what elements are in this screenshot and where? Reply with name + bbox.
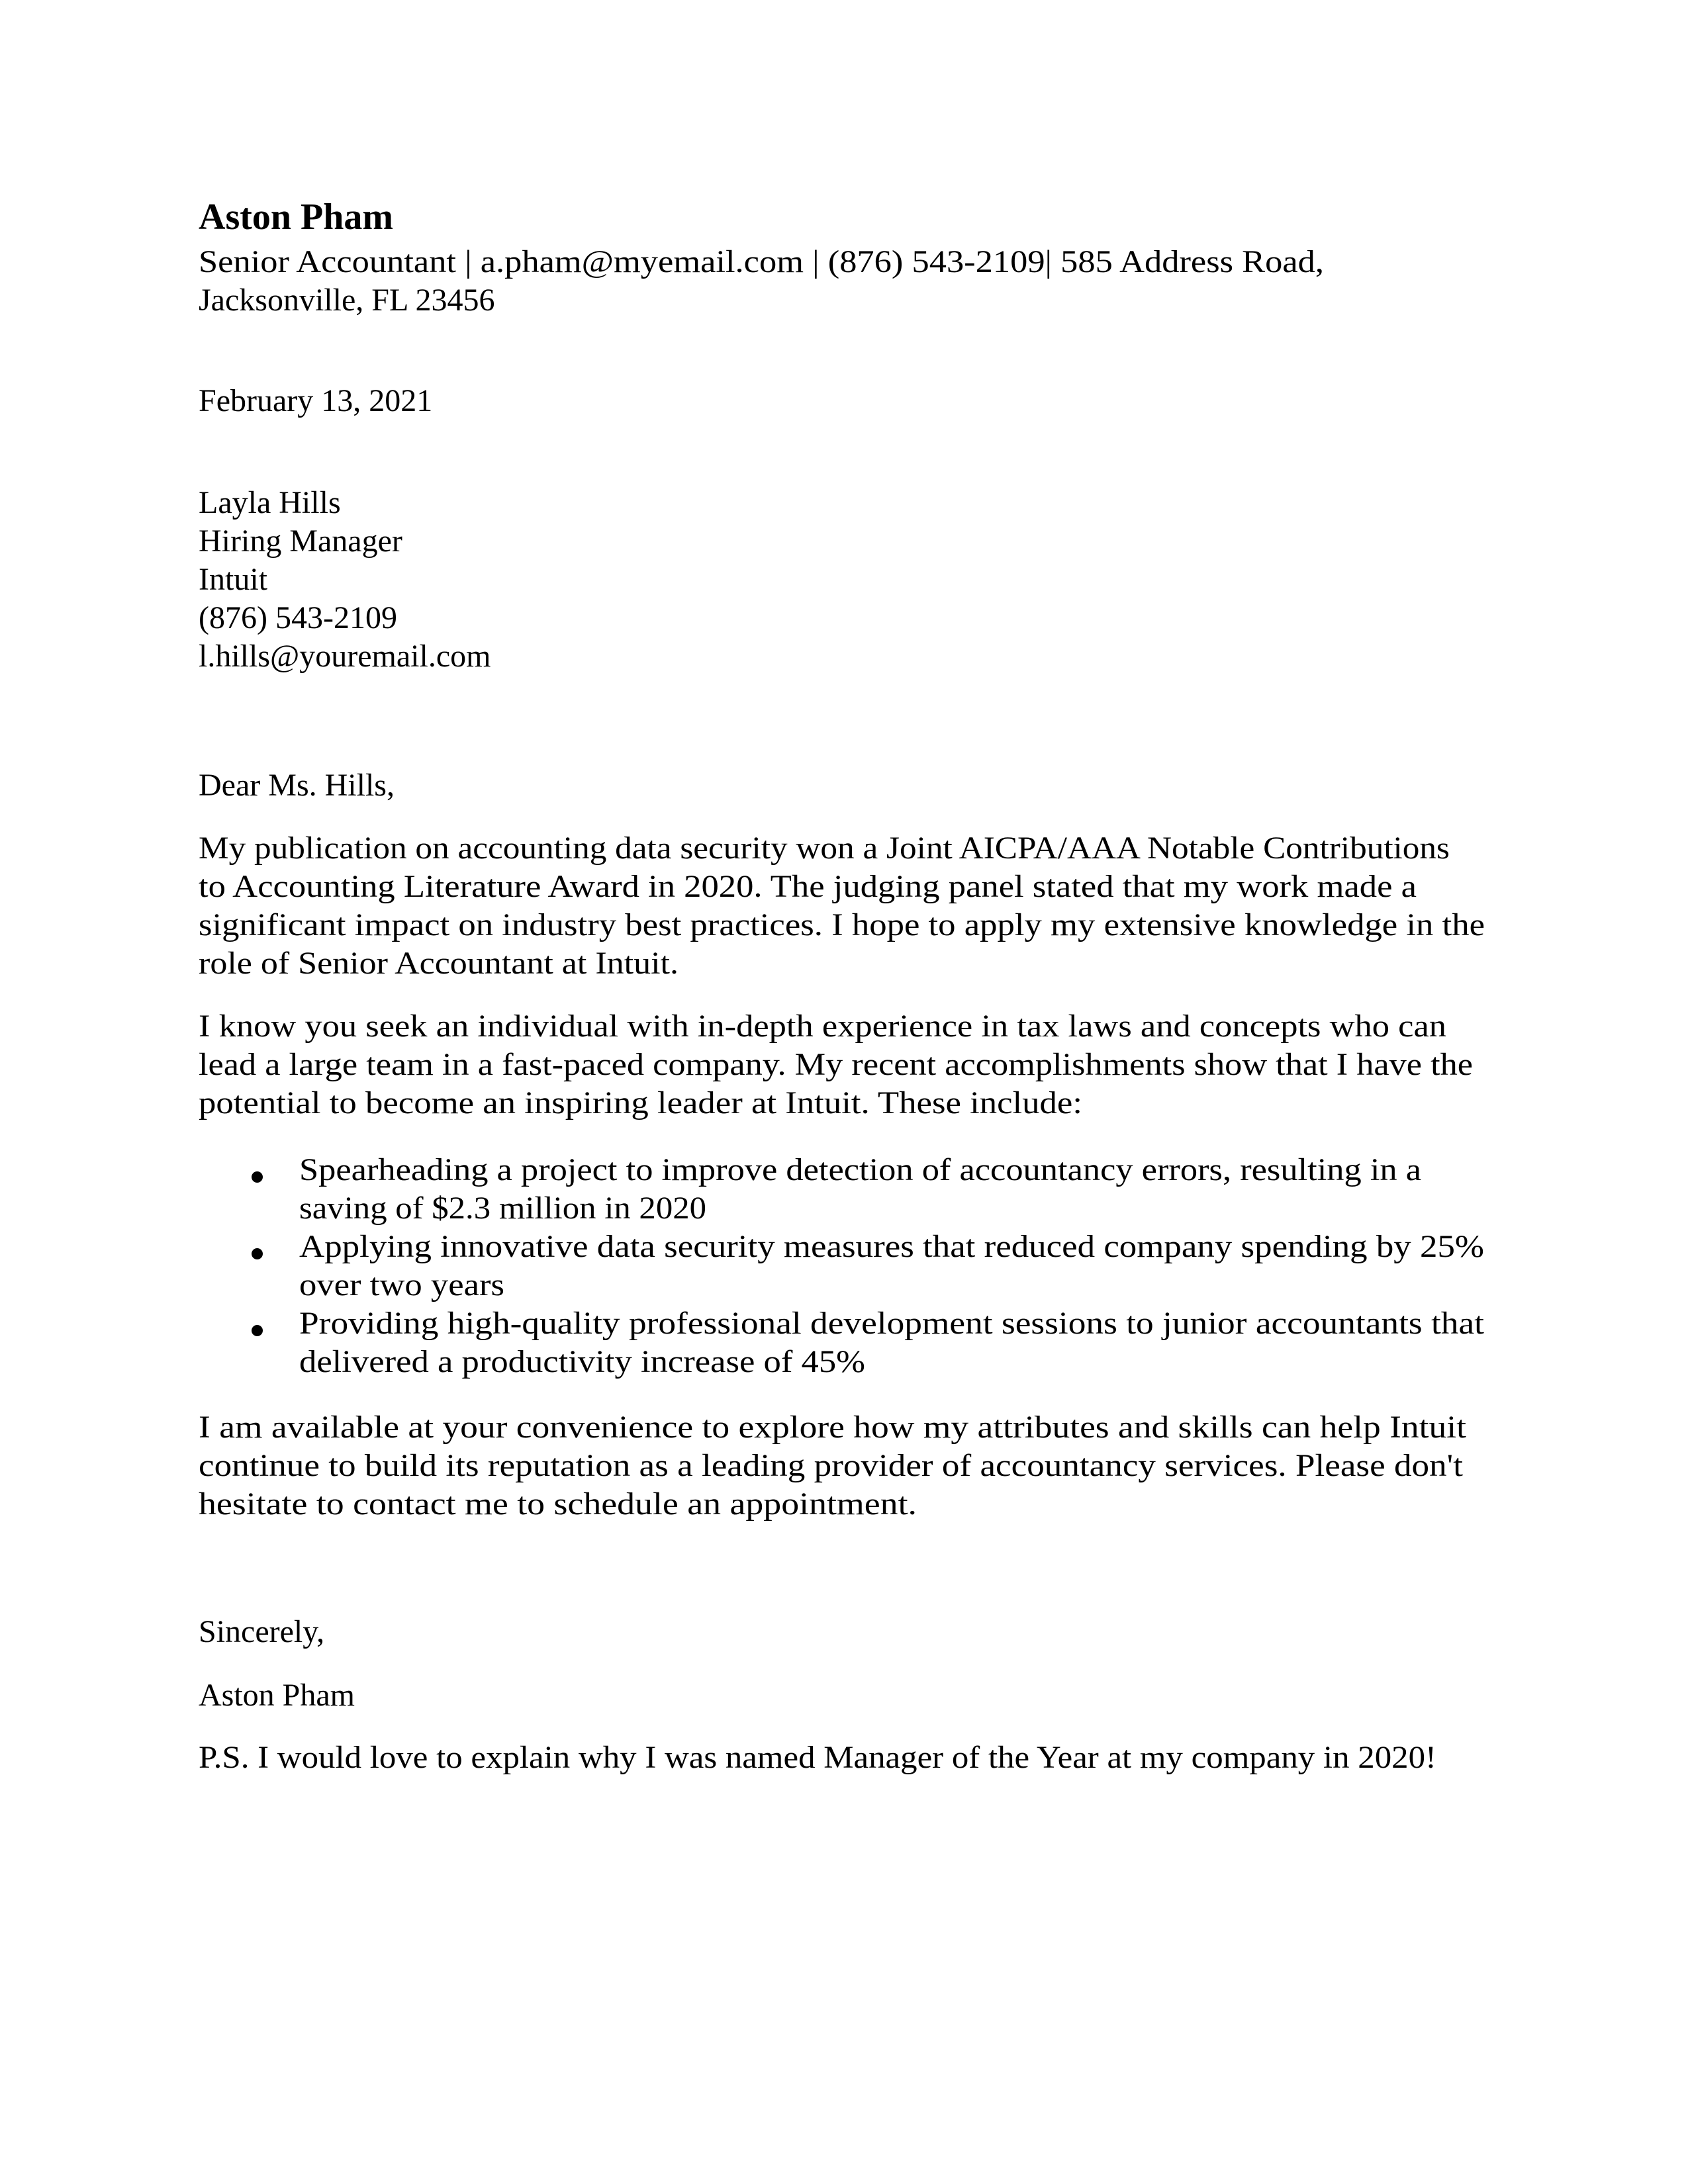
sender-contact-line-2: Jacksonville, FL 23456 <box>199 283 495 318</box>
paragraph-3-line: I am available at your convenience to explore how my attributes and skills can help Intuit <box>199 1410 1466 1445</box>
letter-date: February 13, 2021 <box>199 383 433 418</box>
paragraph-1-line: role of Senior Accountant at Intuit. <box>199 946 679 981</box>
paragraph-3-line: hesitate to contact me to schedule an appointment. <box>199 1486 917 1522</box>
postscript: P.S. I would love to explain why I was named Manager of the Year at my company in 2020! <box>199 1740 1436 1775</box>
sender-contact-line-1: Senior Accountant | a.pham@myemail.com | (876) 543-2109| 585 Address Road, <box>199 244 1324 279</box>
paragraph-3-line: continue to build its reputation as a leading provider of accountancy services. Please don't <box>199 1448 1463 1483</box>
sender-name: Aston Pham <box>199 197 394 238</box>
paragraph-1-line: to Accounting Literature Award in 2020. The judging panel stated that my work made a <box>199 869 1417 904</box>
paragraph-2-line: potential to become an inspiring leader at Intuit. These include: <box>199 1085 1082 1120</box>
bullet-item-2-line-1: Applying innovative data security measures that reduced company spending by 25% <box>299 1229 1484 1264</box>
bullet-item-1-line-2: saving of $2.3 million in 2020 <box>299 1191 706 1226</box>
bullet-icon <box>252 1171 263 1183</box>
recipient-phone: (876) 543-2109 <box>199 600 397 635</box>
bullet-icon <box>252 1248 263 1259</box>
salutation: Dear Ms. Hills, <box>199 768 395 803</box>
bullet-item-3-line-2: delivered a productivity increase of 45% <box>299 1344 865 1379</box>
bullet-item-1-line-1: Spearheading a project to improve detection of accountancy errors, resulting in a <box>299 1152 1421 1187</box>
bullet-item-3-line-1: Providing high-quality professional development sessions to junior accountants that <box>299 1306 1484 1341</box>
bullet-icon <box>252 1325 263 1336</box>
bullet-item-2-line-2: over two years <box>299 1267 504 1302</box>
signature: Aston Pham <box>199 1678 355 1713</box>
recipient-email: l.hills@youremail.com <box>199 639 491 674</box>
paragraph-1-line: significant impact on industry best practices. I hope to apply my extensive knowledge in the <box>199 907 1485 942</box>
recipient-company: Intuit <box>199 562 267 597</box>
paragraph-2-line: I know you seek an individual with in-depth experience in tax laws and concepts who can <box>199 1009 1446 1044</box>
recipient-name: Layla Hills <box>199 485 341 520</box>
closing: Sincerely, <box>199 1614 325 1649</box>
paragraph-1-line: My publication on accounting data security won a Joint AICPA/AAA Notable Contributions <box>199 831 1450 866</box>
paragraph-2-line: lead a large team in a fast-paced company. My recent accomplishments show that I have the <box>199 1047 1473 1082</box>
recipient-title: Hiring Manager <box>199 523 402 559</box>
